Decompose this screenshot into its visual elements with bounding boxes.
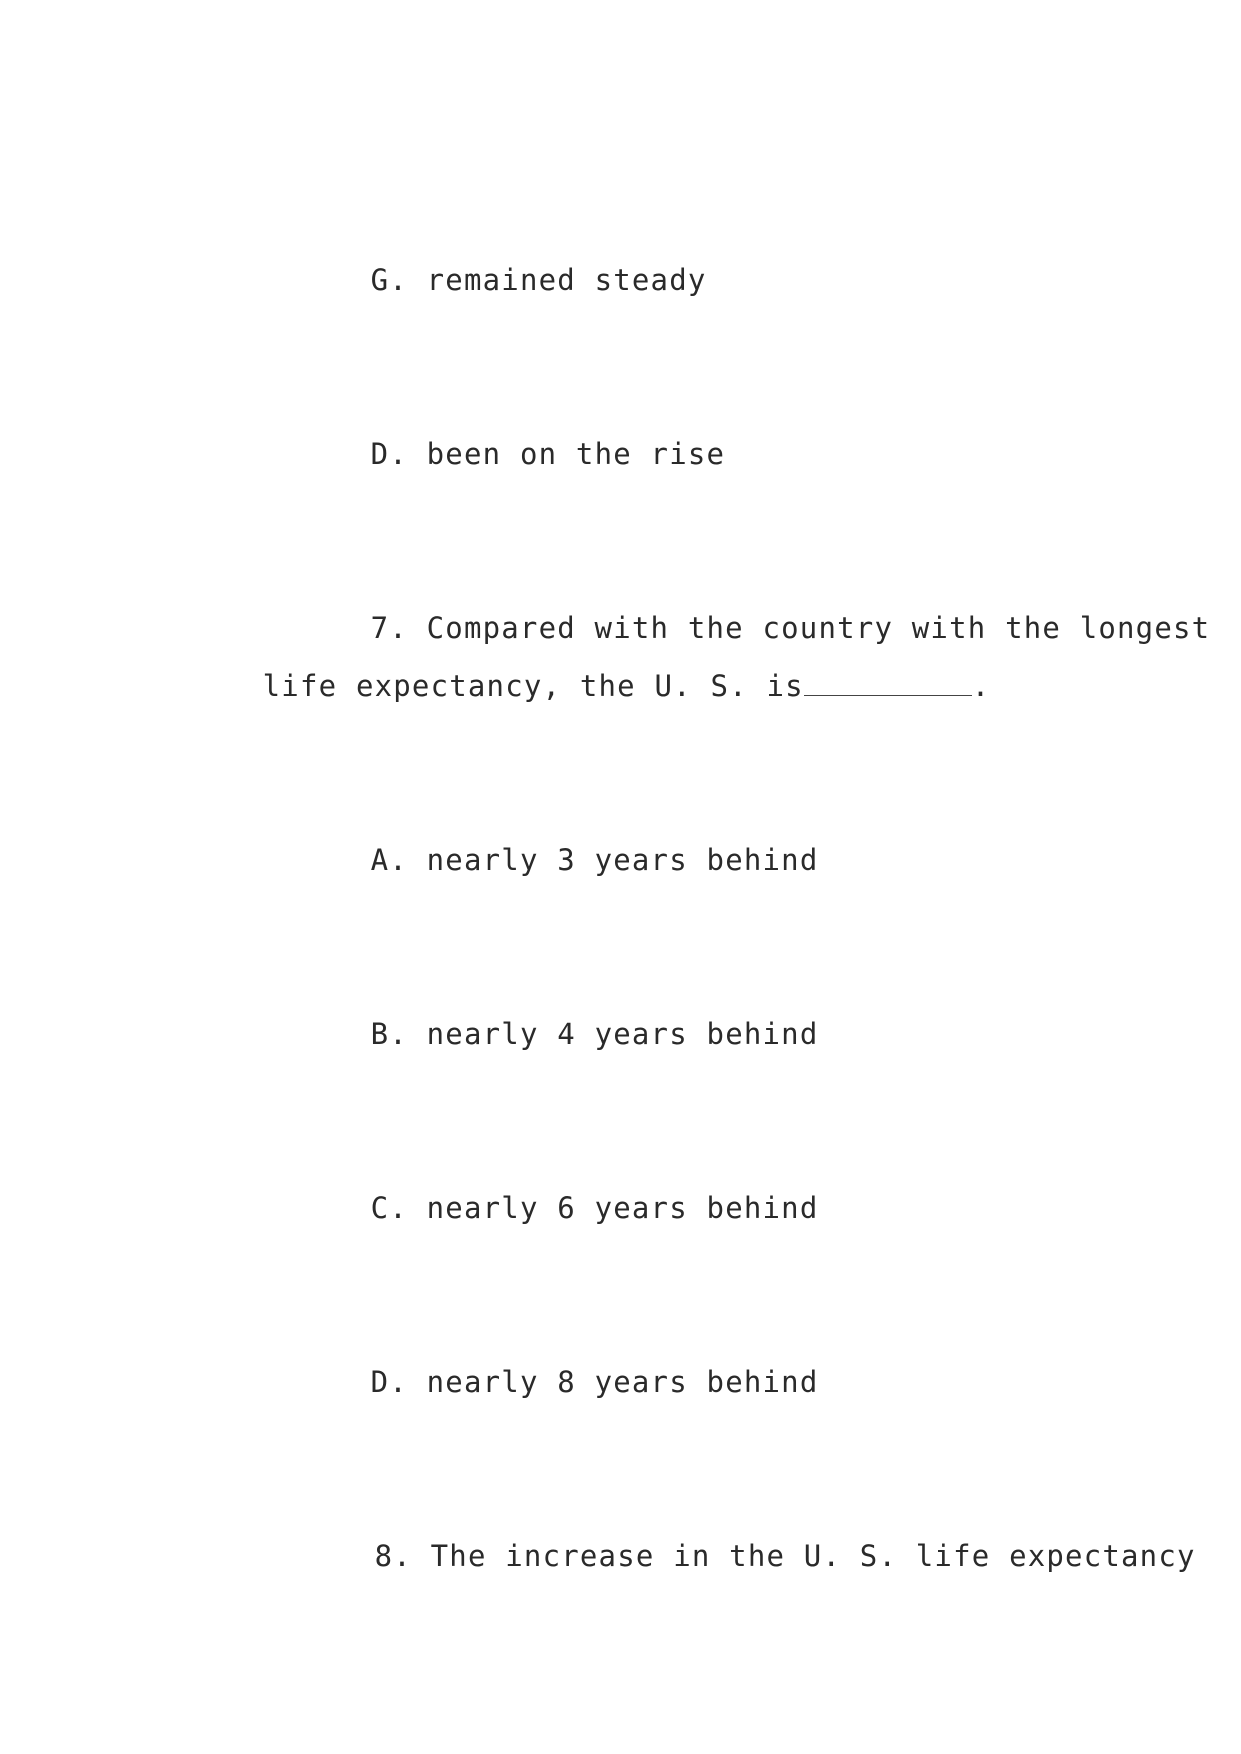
option-text: been on the rise xyxy=(426,437,726,471)
option-letter: A. xyxy=(370,843,408,877)
option-text: nearly 6 years behind xyxy=(426,1191,819,1225)
option-letter: D. xyxy=(370,1365,408,1399)
question-8-text: 8. The increase in the U. S. life expectancy xyxy=(374,1539,1196,1573)
option-letter: C. xyxy=(370,1191,408,1225)
option-d-prev xyxy=(296,400,725,508)
option-b xyxy=(296,980,819,1088)
option-text: remained steady xyxy=(426,263,707,297)
question-7-period: . xyxy=(971,669,991,703)
option-letter: D. xyxy=(370,437,408,471)
answer-blank xyxy=(804,673,972,696)
question-7-text-cont: life expectancy, the U. S. is xyxy=(262,669,804,703)
option-text: nearly 3 years behind xyxy=(426,843,819,877)
option-a xyxy=(296,806,819,914)
question-8-line-1 xyxy=(300,1502,1196,1610)
question-7-text: 7. Compared with the country with the longest xyxy=(370,611,1211,645)
option-text: nearly 8 years behind xyxy=(426,1365,819,1399)
option-d xyxy=(296,1328,819,1436)
option-g xyxy=(296,226,707,334)
option-letter: B. xyxy=(370,1017,408,1051)
question-7-line-2 xyxy=(188,632,990,740)
option-letter: G. xyxy=(370,263,408,297)
option-c xyxy=(296,1154,819,1262)
option-text: nearly 4 years behind xyxy=(426,1017,819,1051)
